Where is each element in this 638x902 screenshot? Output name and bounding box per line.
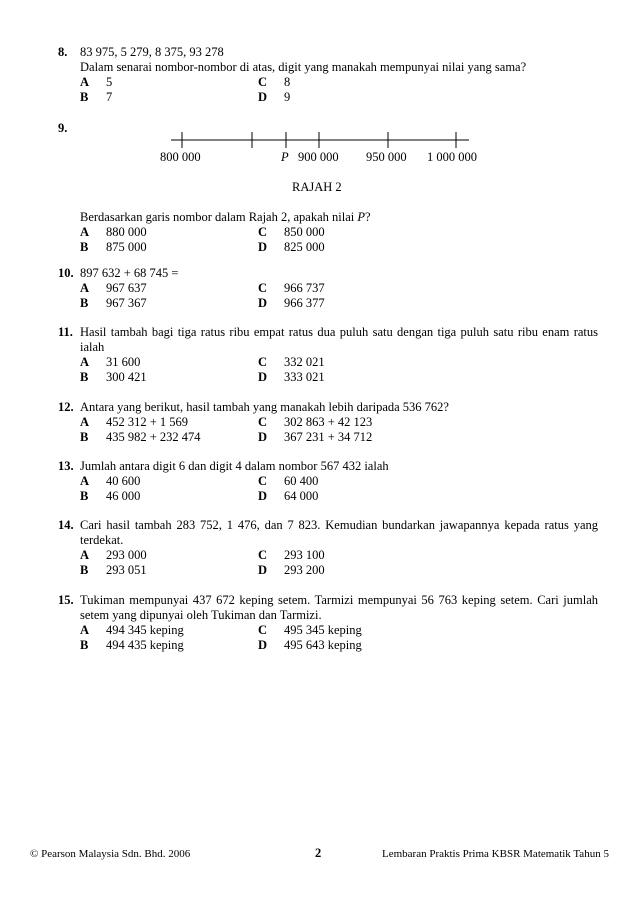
footer-copyright: © Pearson Malaysia Sdn. Bhd. 2006 — [30, 848, 191, 860]
number-line-label: 1 000 000 — [427, 150, 477, 164]
footer-page-number: 2 — [315, 846, 322, 860]
question-10: 10. 897 632 + 68 745 = A 967 637 C 966 737 B 967 367 D 966 377 — [58, 266, 598, 311]
number-line-label-p: P — [281, 150, 289, 164]
question-number: 13. — [58, 459, 74, 473]
question-number: 9. — [58, 121, 68, 135]
question-stem: Antara yang berikut, hasil tambah yang manakah lebih daripada 536 762? — [80, 400, 449, 414]
question-11: 11. Hasil tambah bagi tiga ratus ribu empat ratus dua puluh satu dengan tiga puluh satu ribu enam ratus ialah A 31 600 C 332 021 B 300 421 D 333 021 — [58, 325, 598, 384]
question-stem: 83 975, 5 279, 8 375, 93 278 — [80, 45, 224, 59]
question-stem: Berdasarkan garis nombor dalam Rajah 2, apakah nilai P? — [80, 210, 371, 224]
question-stem: Cari hasil tambah 283 752, 1 476, dan 7 823. Kemudian bundarkan jawapannya kepada ratus yang terdekat. — [80, 518, 598, 547]
question-stem: 897 632 + 68 745 = — [80, 266, 179, 280]
number-line-label: 950 000 — [366, 150, 407, 164]
question-14: 14. Cari hasil tambah 283 752, 1 476, dan 7 823. Kemudian bundarkan jawapannya kepada ratus yang terdekat. A 293 000 C 293 100 B 293 051 D 293 200 — [58, 518, 598, 577]
question-stem: Hasil tambah bagi tiga ratus ribu empat ratus dua puluh satu dengan tiga puluh satu ribu enam ratus ialah — [80, 325, 598, 354]
question-number: 10. — [58, 266, 74, 280]
question-13: 13. Jumlah antara digit 6 dan digit 4 dalam nombor 567 432 ialah A 40 600 C 60 400 B 46 000 D 64 000 — [58, 459, 598, 504]
question-number: 12. — [58, 400, 74, 414]
number-line-label: 900 000 — [298, 150, 339, 164]
question-12: 12. Antara yang berikut, hasil tambah yang manakah lebih daripada 536 762? A 452 312 + 1 569 C 302 863 + 42 123 B 435 982 + 232 474 D 367 231 + 34 712 — [58, 400, 598, 445]
number-line — [0, 0, 638, 170]
question-stem: Dalam senarai nombor-nombor di atas, digit yang manakah mempunyai nilai yang sama? — [80, 60, 527, 74]
question-stem: Tukiman mempunyai 437 672 keping setem. Tarmizi mempunyai 56 763 keping setem. Cari jumlah setem yang dipunyai oleh Tukiman dan Tarmizi. — [80, 593, 598, 622]
figure-caption: RAJAH 2 — [292, 180, 342, 194]
question-8: 8. 83 975, 5 279, 8 375, 93 278 Dalam senarai nombor-nombor di atas, digit yang manakah mempunyai nilai yang sama? A 5 C 8 B 7 D 9 — [58, 45, 598, 105]
question-number: 8. — [58, 45, 68, 59]
question-9-body: Berdasarkan garis nombor dalam Rajah 2, apakah nilai P? A 880 000 C 850 000 B 875 000 D 825 000 — [58, 210, 598, 255]
footer-title: Lembaran Praktis Prima KBSR Matematik Tahun 5 — [382, 848, 609, 860]
question-15: 15. Tukiman mempunyai 437 672 keping setem. Tarmizi mempunyai 56 763 keping setem. Cari jumlah setem yang dipunyai oleh Tukiman dan Tarmizi. A 494 345 keping C 495 345 keping B 494 435 keping D 495 643 keping — [58, 593, 598, 652]
question-number: 14. — [58, 518, 74, 532]
question-number: 15. — [58, 593, 74, 607]
number-line-label: 800 000 — [160, 150, 201, 164]
question-number: 11. — [58, 325, 73, 339]
question-stem: Jumlah antara digit 6 dan digit 4 dalam nombor 567 432 ialah — [80, 459, 389, 473]
